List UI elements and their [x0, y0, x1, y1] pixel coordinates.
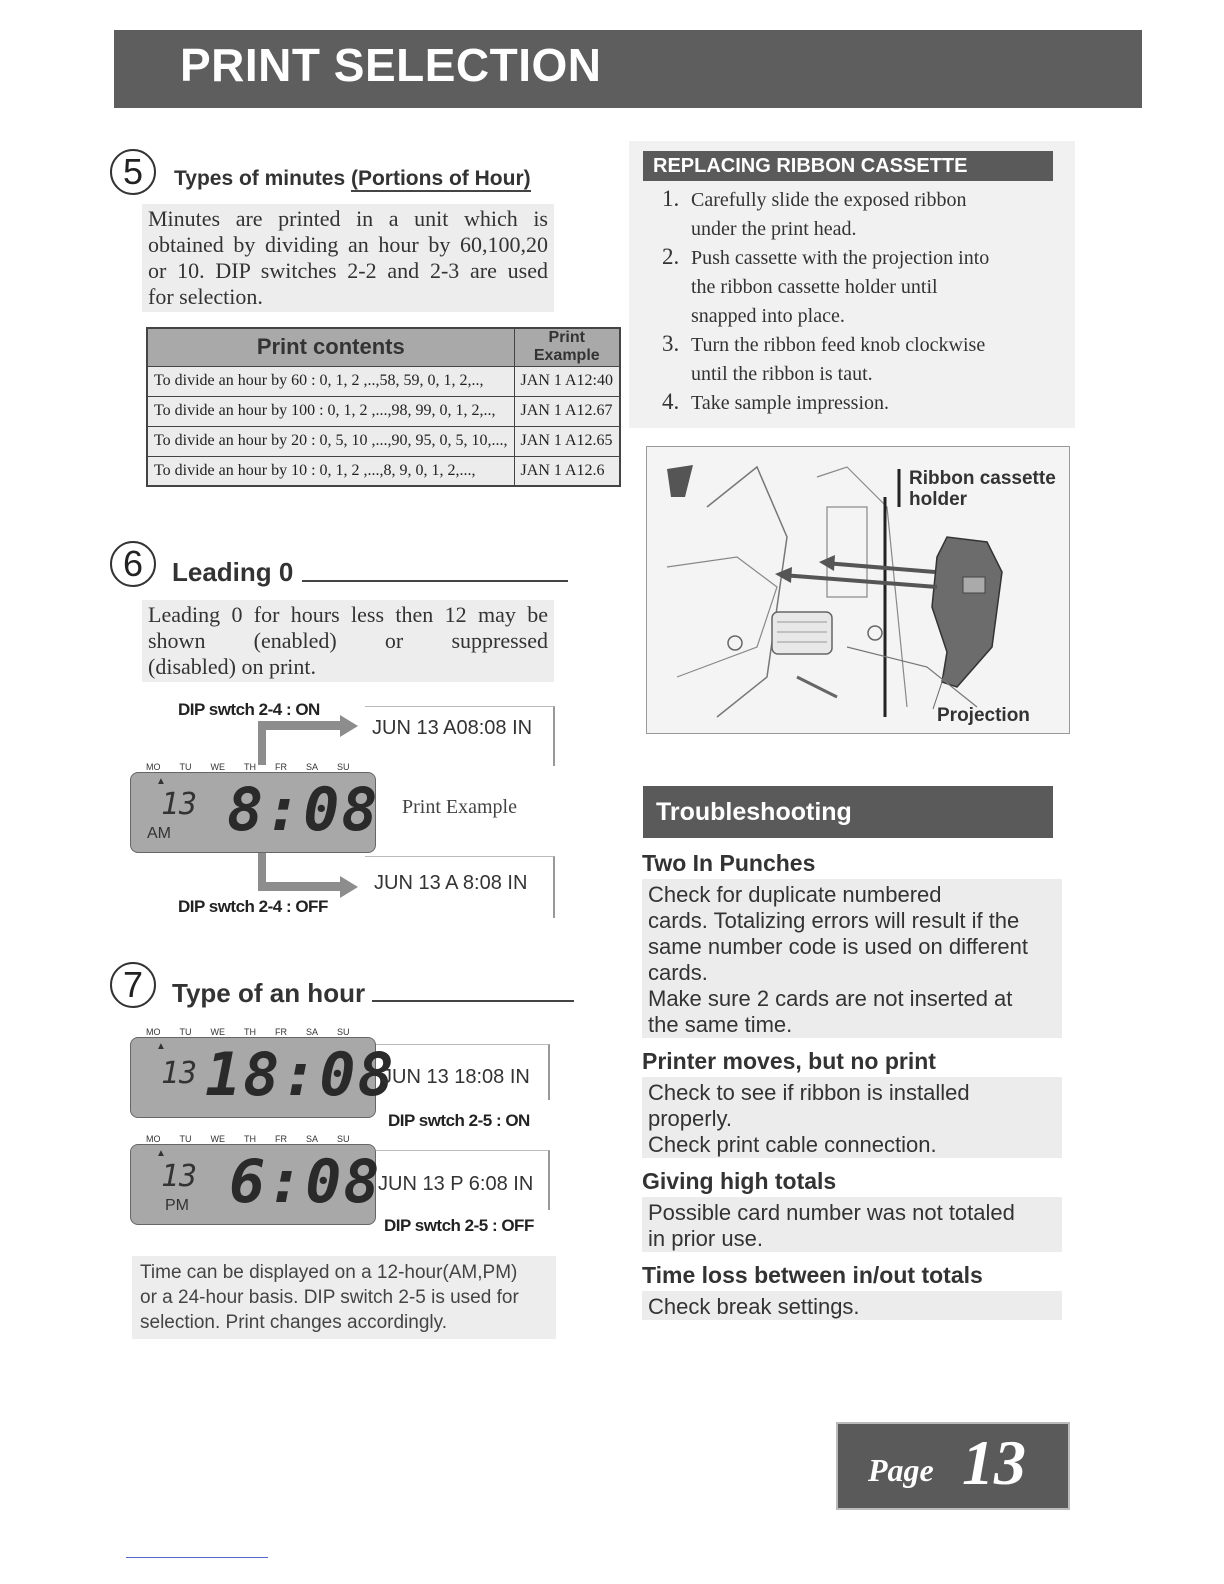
weekday: TU: [179, 1027, 192, 1037]
section-title-minutes-b: (Portions of Hour): [350, 167, 531, 190]
table-header-example: Print Example: [514, 328, 620, 366]
lcd-time: 6:08: [229, 1147, 382, 1217]
table-row: [147, 456, 620, 486]
lcd-date: 13: [161, 1056, 198, 1091]
troubleshooting-heading: Troubleshooting: [643, 786, 1053, 838]
weekday: FR: [275, 762, 287, 772]
lcd-date: 13: [161, 1159, 198, 1194]
lcd-display-leading: [130, 772, 380, 853]
lcd-date: 13: [161, 787, 198, 822]
step-line: Carefully slide the exposed ribbon: [691, 189, 967, 211]
weekday: TH: [244, 1134, 256, 1144]
weekday: SU: [337, 762, 350, 772]
print-leading-on: JUN 13 A08:08 IN: [372, 717, 533, 739]
trouble-line: cards. Totalizing errors will result if the: [648, 908, 1020, 933]
footer-rule: [126, 1557, 268, 1558]
dip-2-5-on-label: DIP swtch 2-5 : ON: [388, 1111, 530, 1130]
arrow-right-icon: [340, 715, 358, 737]
weekday: TU: [179, 1134, 192, 1144]
lcd-time: 18:08: [205, 1040, 396, 1110]
leading-zero-paragraph: [142, 600, 554, 682]
lcd-time: 8:08: [227, 775, 380, 845]
minutes-paragraph: [142, 204, 554, 312]
section-number-5: 5: [110, 149, 156, 195]
weekday: MO: [146, 762, 161, 772]
troubleshooting-list: [642, 850, 1062, 1320]
table-header-contents: Print contents: [147, 328, 514, 366]
lcd-ampm: PM: [165, 1197, 189, 1214]
trouble-item: [642, 850, 1062, 1038]
ribbon-step: [662, 389, 1062, 418]
weekday: MO: [146, 1027, 161, 1037]
label-projection: Projection: [937, 705, 1030, 726]
trouble-item: [642, 1262, 1062, 1320]
arrow-right-icon: [340, 876, 358, 898]
table-cell: JAN 1 A12:40: [514, 366, 620, 396]
trouble-line: the same time.: [648, 1012, 793, 1037]
dip-2-5-off-label: DIP swtch 2-5 : OFF: [384, 1216, 534, 1235]
table-row: [147, 396, 620, 426]
hour-type-paragraph: [132, 1256, 556, 1339]
step-line: under the print head.: [691, 218, 857, 240]
para-line: or a 24-hour basis. DIP switch 2-5 is used for: [140, 1287, 519, 1308]
trouble-heading: Two In Punches: [642, 850, 816, 876]
minutes-table: [146, 327, 621, 487]
trouble-line: Check print cable connection.: [648, 1132, 937, 1157]
weekday: WE: [210, 762, 225, 772]
print-example-label: Print Example: [402, 796, 517, 818]
weekday: WE: [210, 1027, 225, 1037]
ribbon-steps: [662, 186, 1062, 418]
weekday: TU: [179, 762, 192, 772]
table-header-row: [147, 328, 620, 366]
weekday: SA: [306, 1027, 319, 1037]
title-rule: [372, 1000, 574, 1002]
para-line: Minutes are printed in a unit which is: [148, 206, 548, 231]
table-cell: To divide an hour by 20 : 0, 5, 10 ,...,90, 95, 0, 5, 10,...,: [147, 426, 514, 456]
ribbon-heading: REPLACING RIBBON CASSETTE: [643, 151, 1053, 181]
para-line: or 10. DIP switches 2-2 and 2-3 are used: [148, 258, 548, 283]
section-title-minutes: [174, 167, 531, 191]
weekday-row: [146, 1134, 369, 1144]
weekday: TH: [244, 762, 256, 772]
weekday: SU: [337, 1027, 350, 1037]
print-leading-off: JUN 13 A 8:08 IN: [374, 872, 528, 894]
arrow-shaft: [258, 882, 342, 891]
weekday-row: [146, 1027, 369, 1037]
print-24h: JUN 13 18:08 IN: [382, 1066, 530, 1088]
page-title: PRINT SELECTION: [180, 39, 602, 91]
label-line: holder: [909, 489, 968, 510]
day-indicator-icon: ▲: [156, 1041, 166, 1052]
arrow-shaft: [258, 721, 342, 730]
trouble-line: properly.: [648, 1106, 732, 1131]
section-title-hour-type: Type of an hour: [172, 978, 366, 1008]
weekday-row: [146, 762, 369, 772]
step-number: 3.: [662, 331, 680, 356]
trouble-item: [642, 1168, 1062, 1252]
step-number: 2.: [662, 244, 680, 269]
lcd-ampm: AM: [147, 825, 171, 842]
table-row: [147, 366, 620, 396]
label-ribbon-cassette-holder: [909, 468, 1056, 510]
table-cell: JAN 1 A12.6: [514, 456, 620, 486]
trouble-line: same number code is used on different: [648, 934, 1028, 959]
para-line: for selection.: [148, 284, 263, 309]
dip-2-4-off-label: DIP swtch 2-4 : OFF: [178, 897, 328, 916]
trouble-heading: Printer moves, but no print: [642, 1048, 936, 1074]
table-cell: JAN 1 A12.65: [514, 426, 620, 456]
section-title-minutes-a: Types of minutes: [174, 167, 346, 190]
para-line: obtained by dividing an hour by 60,100,20: [148, 232, 548, 257]
title-rule: [302, 580, 568, 582]
section-number-7: 7: [110, 962, 156, 1008]
step-line: Push cassette with the projection into: [691, 247, 990, 269]
weekday: FR: [275, 1027, 287, 1037]
para-line: selection. Print changes accordingly.: [140, 1312, 447, 1333]
trouble-line: Make sure 2 cards are not inserted at: [648, 986, 1013, 1011]
trouble-line: in prior use.: [648, 1226, 763, 1251]
dip-2-4-on-label: DIP swtch 2-4 : ON: [178, 700, 320, 719]
ribbon-cassette-diagram: [646, 446, 1070, 734]
section-title-leading-zero: Leading 0: [172, 557, 294, 587]
trouble-line: Check for duplicate numbered: [648, 882, 942, 907]
para-line: Leading 0 for hours less then 12 may be: [148, 602, 548, 627]
step-number: 1.: [662, 186, 680, 211]
ribbon-step: [662, 331, 1062, 389]
lcd-display-12h: [130, 1144, 382, 1225]
para-line: Time can be displayed on a 12-hour(AM,PM): [140, 1262, 518, 1283]
page-number: 13: [962, 1427, 1026, 1498]
step-line: the ribbon cassette holder until: [691, 276, 938, 298]
weekday: SA: [306, 1134, 319, 1144]
weekday: TH: [244, 1027, 256, 1037]
step-number: 4.: [662, 389, 680, 414]
weekday: SU: [337, 1134, 350, 1144]
page-word: Page: [868, 1452, 934, 1488]
ribbon-step: [662, 244, 1062, 331]
weekday: WE: [210, 1134, 225, 1144]
label-line: Ribbon cassette: [909, 468, 1056, 489]
ribbon-step: [662, 186, 1062, 244]
step-line: until the ribbon is taut.: [691, 363, 873, 385]
step-line: Take sample impression.: [691, 392, 889, 414]
trouble-line: Check to see if ribbon is installed: [648, 1080, 970, 1105]
lcd-display-24h: [130, 1037, 396, 1118]
para-line: shown (enabled) or suppressed: [148, 628, 548, 653]
print-12h: JUN 13 P 6:08 IN: [378, 1173, 534, 1195]
table-cell: To divide an hour by 10 : 0, 1, 2 ,...,8, 9, 0, 1, 2,...,: [147, 456, 514, 486]
table-cell: To divide an hour by 100 : 0, 1, 2 ,...,98, 99, 0, 1, 2,..,: [147, 396, 514, 426]
table-row: [147, 426, 620, 456]
trouble-line: Possible card number was not totaled: [648, 1200, 1015, 1225]
day-indicator-icon: ▲: [156, 776, 166, 787]
weekday: MO: [146, 1134, 161, 1144]
para-line: (disabled) on print.: [148, 654, 317, 679]
step-line: snapped into place.: [691, 305, 845, 327]
trouble-line: Check break settings.: [648, 1294, 860, 1319]
step-line: Turn the ribbon feed knob clockwise: [691, 334, 986, 356]
weekday: FR: [275, 1134, 287, 1144]
table-cell: To divide an hour by 60 : 0, 1, 2 ,..,58, 59, 0, 1, 2,..,: [147, 366, 514, 396]
weekday: SA: [306, 762, 319, 772]
section-number-6: 6: [110, 541, 156, 587]
table-cell: JAN 1 A12.67: [514, 396, 620, 426]
trouble-heading: Time loss between in/out totals: [642, 1262, 983, 1288]
day-indicator-icon: ▲: [156, 1148, 166, 1159]
trouble-heading: Giving high totals: [642, 1168, 837, 1194]
trouble-line: cards.: [648, 960, 708, 985]
trouble-item: [642, 1048, 1062, 1158]
